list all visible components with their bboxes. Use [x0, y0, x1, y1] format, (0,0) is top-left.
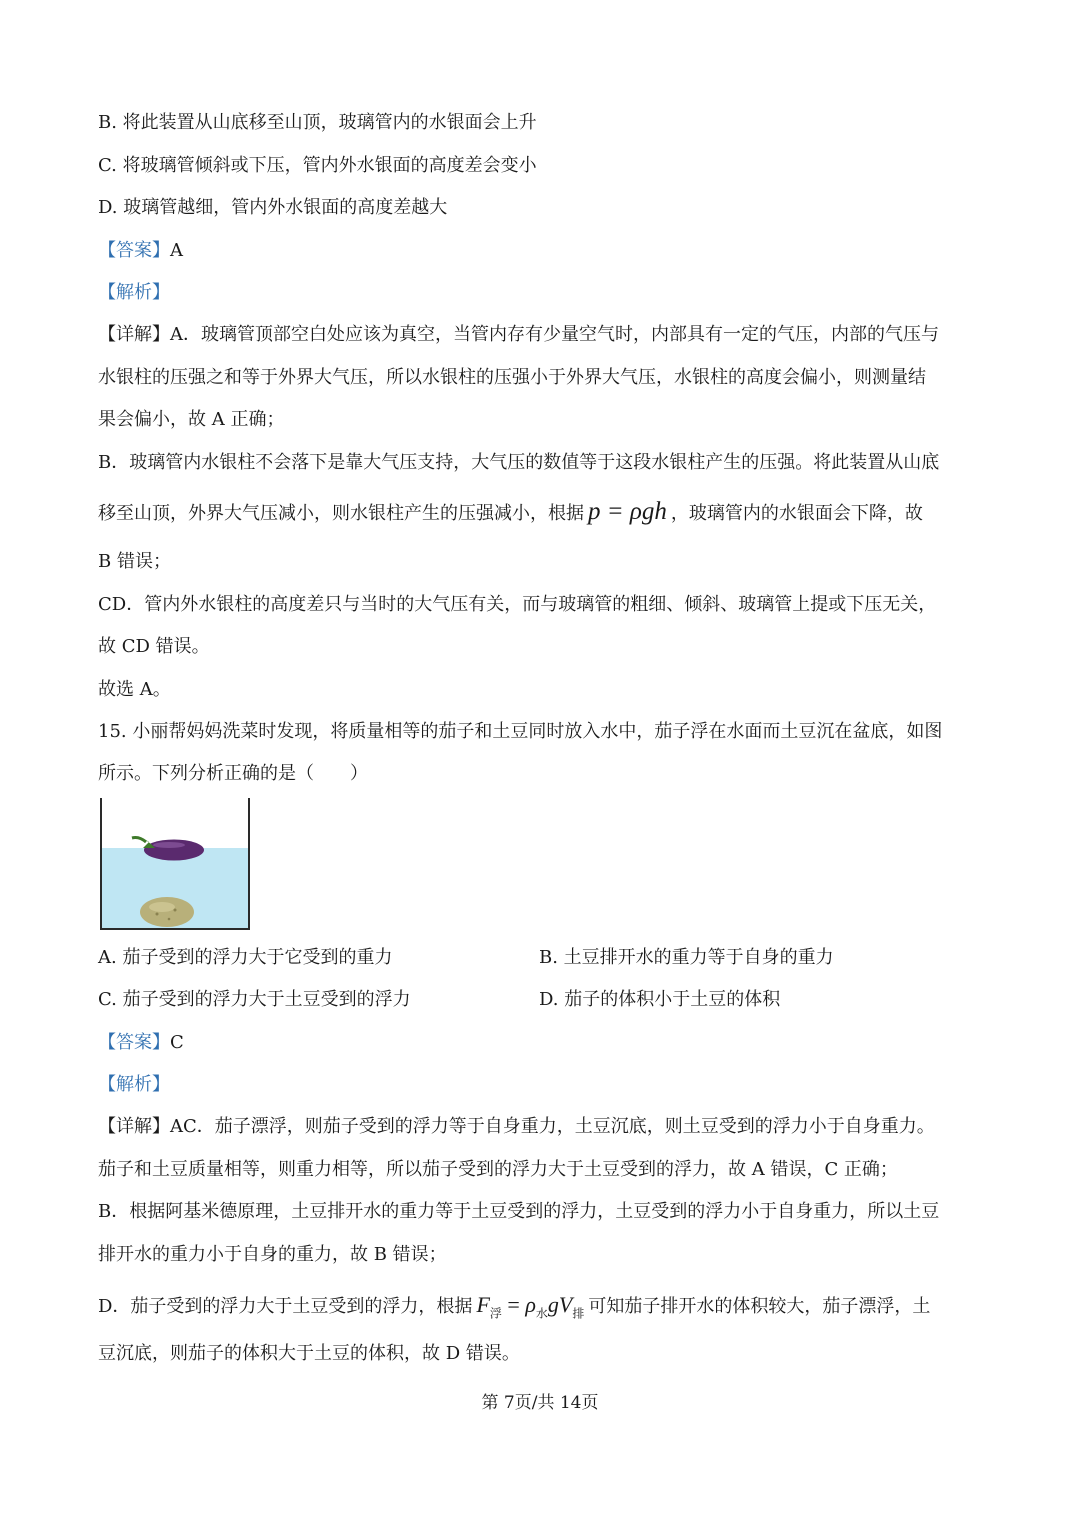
q14-conclusion: 故选 A。 [98, 679, 171, 700]
formula-symbol: ρ [525, 1292, 536, 1317]
page-footer: 第 7页/共 14页 [481, 1393, 599, 1413]
detail-text: 可知茄子排开水的体积较大，茄子漂浮，土 [588, 1296, 931, 1317]
q15-stem-line-2: 所示。下列分析正确的是（ ） [98, 763, 368, 784]
q15-detail-line-3: B．根据阿基米德原理，土豆排开水的重力等于土豆受到的浮力，土豆受到的浮力小于自身重力，所以土豆 [98, 1201, 940, 1222]
q15-detail-line-4: 排开水的重力小于自身的重力，故 B 错误； [98, 1244, 447, 1265]
q14-option-c: C. 将玻璃管倾斜或下压，管内外水银面的高度差会变小 [98, 155, 537, 176]
q15-analysis-label: 【解析】 [98, 1074, 170, 1095]
answer-value: A [170, 240, 183, 261]
detail-text: D．茄子受到的浮力大于土豆受到的浮力，根据 [98, 1296, 473, 1317]
detail-label: 【详解】 [98, 324, 170, 345]
q14-detail-line-2: 水银柱的压强之和等于外界大气压，所以水银柱的压强小于外界大气压，水银柱的高度会偏小，则测量结 [98, 367, 926, 388]
answer-value: C [170, 1032, 184, 1053]
q14-detail-line-4: B．玻璃管内水银柱不会落下是靠大气压支持，大气压的数值等于这段水银柱产生的压强。将此装置从山底 [98, 452, 940, 473]
basin-figure [99, 798, 251, 931]
q14-detail-line-3: 果会偏小，故 A 正确； [98, 409, 285, 430]
detail-text: ，玻璃管内的水银面会下降，故 [670, 503, 923, 524]
q14-option-d: D. 玻璃管越细，管内外水银面的高度差越大 [98, 197, 448, 218]
formula-equals: = [501, 1292, 526, 1317]
q14-detail-line-7: CD．管内外水银柱的高度差只与当时的大气压有关，而与玻璃管的粗细、倾斜、玻璃管上提或下压无关， [98, 594, 937, 615]
detail-text: 移至山顶，外界大气压减小，则水银柱产生的压强减小，根据 [98, 503, 584, 524]
q15-option-b: B. 土豆排开水的重力等于自身的重力 [539, 947, 834, 968]
answer-label: 【答案】 [98, 240, 170, 261]
q15-option-c: C. 茄子受到的浮力大于土豆受到的浮力 [98, 989, 411, 1010]
q15-option-a: A. 茄子受到的浮力大于它受到的重力 [98, 947, 393, 968]
buoyancy-formula [476, 1292, 585, 1321]
q15-option-d: D. 茄子的体积小于土豆的体积 [539, 989, 781, 1010]
pressure-formula: p = ρgh [588, 498, 667, 525]
formula-symbol: F [476, 1292, 490, 1317]
formula-subscript: 排 [572, 1306, 585, 1321]
q14-analysis-label: 【解析】 [98, 282, 170, 303]
q15-detail-line-1 [98, 1115, 935, 1139]
q15-answer-line [98, 1031, 184, 1055]
q15-detail-line-2: 茄子和土豆质量相等，则重力相等，所以茄子受到的浮力大于土豆受到的浮力，故 A 错误，C 正确； [98, 1159, 898, 1180]
answer-label: 【答案】 [98, 1032, 170, 1053]
q14-option-b: B. 将此装置从山底移至山顶，玻璃管内的水银面会上升 [98, 112, 537, 133]
potato-icon [140, 897, 194, 927]
detail-text: A．玻璃管顶部空白处应该为真空，当管内存有少量空气时，内部具有一定的气压，内部的气压与 [170, 324, 939, 345]
formula-subscript: 水 [535, 1306, 548, 1321]
q14-detail-line-5 [98, 497, 923, 529]
q15-stem-line-1: 15. 小丽帮妈妈洗菜时发现，将质量相等的茄子和土豆同时放入水中，茄子浮在水面而土豆沉在盆底，如图 [98, 721, 943, 742]
formula-subscript: 浮 [489, 1306, 502, 1321]
q14-answer-line [98, 239, 183, 263]
q14-detail-line-8: 故 CD 错误。 [98, 636, 210, 657]
q14-detail-line-1 [98, 323, 939, 347]
formula-symbol: gV [547, 1292, 573, 1317]
q15-detail-line-6: 豆沉底，则茄子的体积大于土豆的体积，故 D 错误。 [98, 1343, 520, 1364]
q15-detail-line-5 [98, 1290, 930, 1328]
detail-label: 【详解】 [98, 1116, 170, 1137]
detail-text: AC．茄子漂浮，则茄子受到的浮力等于自身重力，土豆沉底，则土豆受到的浮力小于自身重力。 [170, 1116, 935, 1137]
q14-detail-line-6: B 错误； [98, 551, 171, 572]
